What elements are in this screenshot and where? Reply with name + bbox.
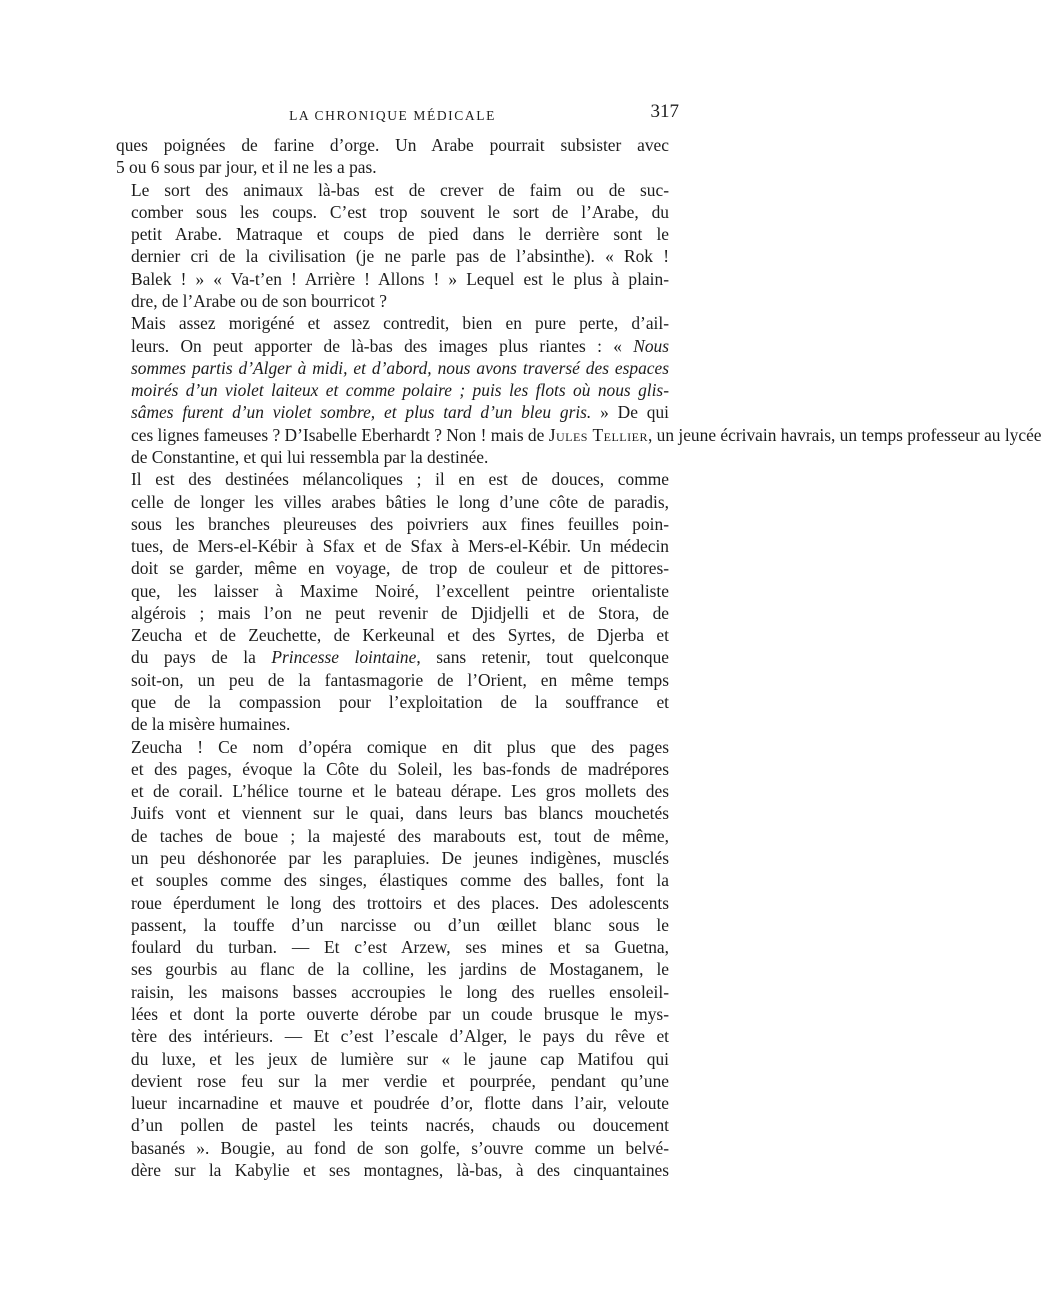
text-line: de la misère humaines. bbox=[131, 714, 291, 735]
text-line: de taches de boue ; la majesté des marabouts est, tout de même, bbox=[131, 825, 669, 846]
text-line: passent, la touffe d’un narcisse ou d’un œillet blanc sous le bbox=[131, 914, 669, 935]
text-line bbox=[116, 646, 669, 668]
text-line: tues, de Mers-el-Kébir à Sfax et de Sfax à Mers-el-Kébir. Un médecin bbox=[131, 536, 669, 557]
text-line bbox=[116, 379, 669, 401]
text-line bbox=[116, 401, 669, 423]
text-line: devient rose feu sur la mer verdie et pourprée, pendant qu’une bbox=[131, 1070, 669, 1091]
text-line: dernier cri de la civilisation (je ne parle pas de l’absinthe). « Rok ! bbox=[131, 246, 669, 267]
text-line: tère des intérieurs. — Et c’est l’escale d’Alger, le pays du rêve et bbox=[131, 1026, 669, 1047]
text-line: Juifs vont et viennent sur le quai, dans leurs bas blancs mouchetés bbox=[131, 803, 669, 824]
text-line: algérois ; mais l’on ne peut revenir de Djidjelli et de Stora, de bbox=[131, 602, 669, 623]
text-line: roue éperdument le long des trottoirs et des places. Des adolescents bbox=[131, 892, 669, 913]
italic-segment: sâmes furent d’un violet sombre, et plus tard d’un bleu gris. bbox=[131, 402, 592, 423]
text-segment: ces lignes fameuses ? D’Isabelle Eberhardt ? Non ! mais de bbox=[131, 424, 549, 445]
paragraph bbox=[116, 736, 669, 1182]
text-line: petit Arabe. Matraque et coups de pied dans le derrière sont le bbox=[131, 224, 669, 245]
text-line bbox=[116, 357, 669, 379]
text-line: un peu déshonorée par les parapluies. De jeunes indigènes, musclés bbox=[131, 848, 669, 868]
running-title: LA CHRONIQUE MÉDICALE bbox=[289, 108, 496, 123]
text-line: ses gourbis au flanc de la colline, les jardins de Mostaganem, le bbox=[131, 959, 669, 980]
paragraph bbox=[116, 179, 669, 313]
text-segment: , sans retenir, tout quelconque bbox=[416, 647, 669, 668]
paragraph bbox=[116, 468, 669, 735]
text-line: Mais assez morigéné et assez contredit, bien en pure perte, d’ail- bbox=[131, 313, 669, 334]
paragraph bbox=[116, 134, 669, 179]
text-line: doit se garder, même en voyage, de trop de couleur et de pittores- bbox=[131, 558, 669, 579]
text-line: lueur incarnadine et mauve et poudrée d’or, flotte dans l’air, veloute bbox=[131, 1093, 669, 1114]
text-line: basanés ». Bougie, au fond de son golfe, s’ouvre comme un belvé- bbox=[131, 1137, 669, 1158]
text-line: Balek ! » « Va-t’en ! Arrière ! Allons ! » Lequel est le plus à plain- bbox=[131, 268, 669, 289]
author-name: Jules Tellier bbox=[548, 424, 648, 445]
body-text bbox=[116, 134, 1042, 1181]
text-line: comber sous les coups. C’est trop souvent le sort de l’Arabe, du bbox=[131, 201, 669, 222]
text-line: Le sort des animaux là-bas est de crever de faim ou de suc- bbox=[131, 179, 669, 200]
text-line: celle de longer les villes arabes bâties le long d’une côte de paradis, bbox=[131, 491, 669, 512]
italic-segment: Nous bbox=[633, 335, 669, 356]
text-segment: leurs. On peut apporter de là-bas des images plus riantes : « bbox=[131, 335, 634, 356]
text-line: que, les laisser à Maxime Noiré, l’excellent peintre orientaliste bbox=[131, 580, 669, 601]
text-line: du luxe, et les jeux de lumière sur « le jaune cap Matifou qui bbox=[131, 1048, 669, 1069]
text-line: ques poignées de farine d’orge. Un Arabe pourrait subsister avec bbox=[116, 135, 669, 155]
text-line: et souples comme des singes, élastiques comme des balles, font la bbox=[131, 870, 669, 891]
text-segment: , un jeune écrivain havrais, un temps professeur au lycée bbox=[647, 424, 1042, 445]
text-line: sous les branches pleureuses des poivriers aux fines feuilles poin- bbox=[131, 513, 669, 534]
italic-segment: sommes partis d’Alger à midi, et d’abord, nous avons traversé des espaces bbox=[131, 357, 669, 378]
text-line bbox=[116, 335, 669, 357]
text-line: et de corail. L’hélice tourne et le bateau dérape. Les gros mollets des bbox=[131, 781, 669, 802]
text-segment: du pays de la bbox=[131, 647, 272, 668]
text-line: dre, de l’Arabe ou de son bourricot ? bbox=[131, 290, 387, 311]
text-line: raisin, les maisons basses accroupies le long des ruelles ensoleil- bbox=[131, 981, 669, 1002]
text-line: lées et dont la porte ouverte dérobe par un coude brusque le mys- bbox=[131, 1003, 669, 1024]
paragraph bbox=[116, 312, 1042, 468]
text-line: Zeucha et de Zeuchette, de Kerkeunal et des Syrtes, de Djerba et bbox=[131, 625, 669, 646]
text-line: que de la compassion pour l’exploitation de la souffrance et bbox=[131, 692, 669, 713]
text-line: foulard du turban. — Et c’est Arzew, ses mines et sa Guetna, bbox=[131, 937, 669, 958]
text-segment: » De qui bbox=[591, 402, 669, 423]
text-line: d’un pollen de pastel les teints nacrés, chauds ou doucement bbox=[131, 1115, 669, 1136]
text-line bbox=[116, 424, 1042, 446]
italic-segment: Princesse lointaine bbox=[271, 647, 417, 668]
text-line: soit-on, un peu de la fantasmagorie de l’Orient, en même temps bbox=[131, 669, 669, 690]
page-header bbox=[116, 100, 679, 130]
text-line: et des pages, évoque la Côte du Soleil, les bas-fonds de madrépores bbox=[131, 758, 669, 779]
text-line: dère sur la Kabylie et ses montagnes, là-bas, à des cinquantaines bbox=[131, 1159, 669, 1180]
text-line: de Constantine, et qui lui ressembla par la destinée. bbox=[131, 446, 489, 467]
page-number: 317 bbox=[650, 101, 679, 122]
text-line: 5 ou 6 sous par jour, et il ne les a pas. bbox=[116, 157, 377, 178]
text-line: Il est des destinées mélancoliques ; il en est de douces, comme bbox=[131, 469, 669, 490]
italic-segment: moirés d’un violet laiteux et comme polaire ; puis les flots où nous glis- bbox=[131, 380, 669, 401]
text-line: Zeucha ! Ce nom d’opéra comique en dit plus que des pages bbox=[131, 736, 669, 757]
